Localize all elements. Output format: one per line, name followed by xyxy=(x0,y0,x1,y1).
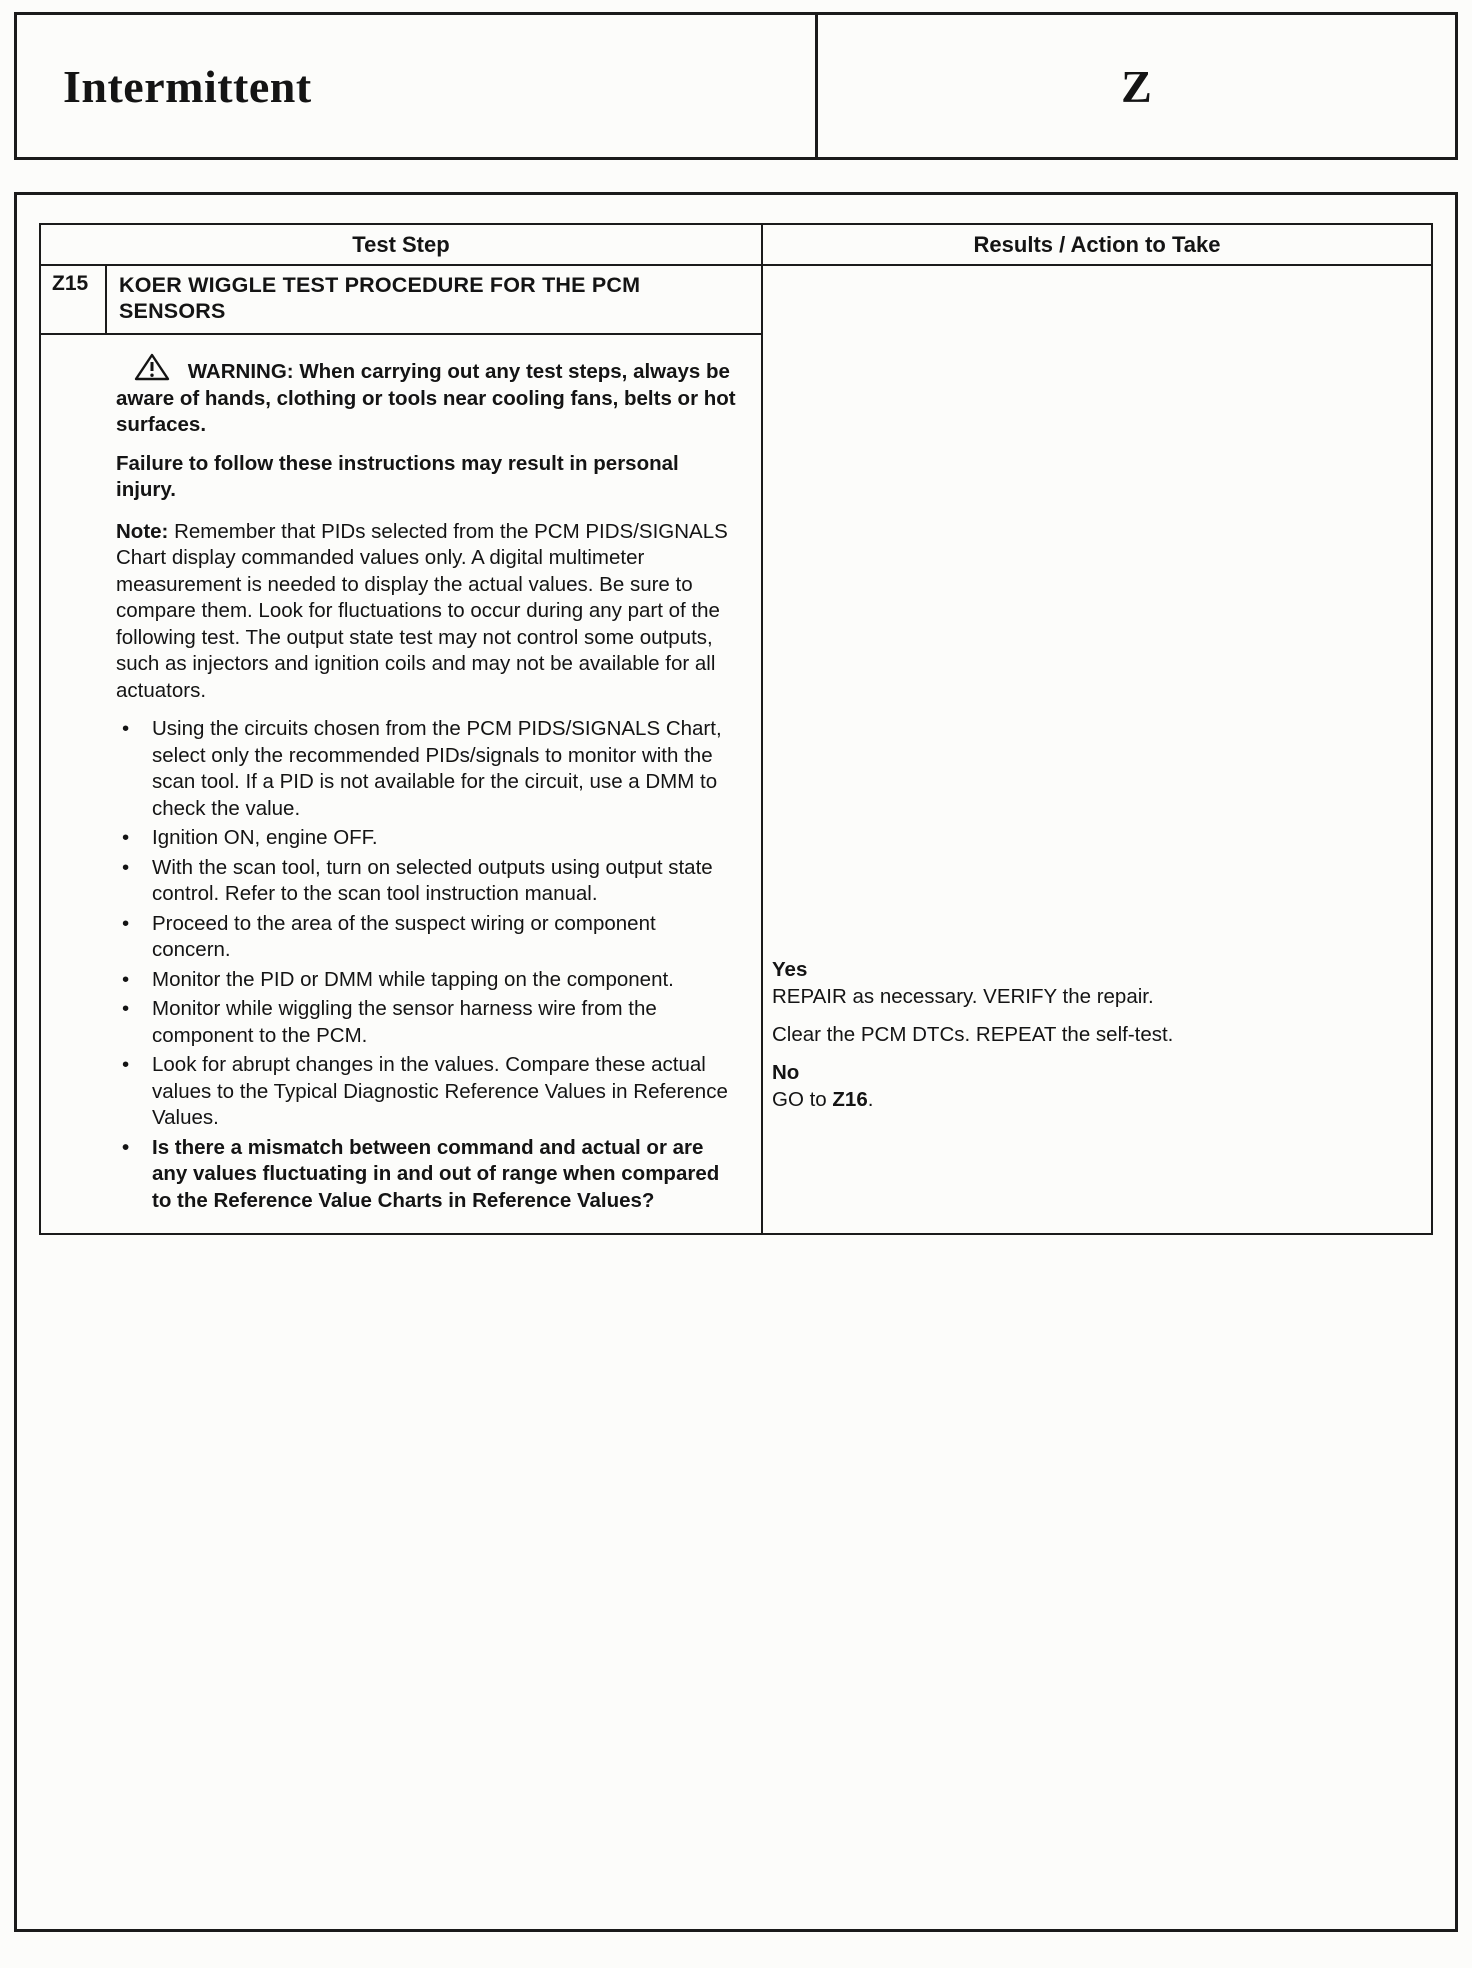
step-bullet-list xyxy=(116,716,737,1214)
content-frame xyxy=(14,192,1458,1932)
result-yes-action-2: Clear the PCM DTCs. REPEAT the self-test. xyxy=(772,1023,1174,1046)
note-text: Remember that PIDs selected from the PCM PIDS/SIGNALS Chart display commanded values only. A digital multimeter measurement is needed to display the actual values. Be sure to compare them. Look for fluctuations to occur during any part of the following test. The output state test may not control some outputs, such as injectors and ignition coils and may not be available for all actuators. xyxy=(116,519,728,702)
bullet-item: • Monitor the PID or DMM while tapping on the component. xyxy=(116,967,737,994)
bullet-item: • Monitor while wiggling the sensor harness wire from the component to the PCM. xyxy=(116,996,737,1049)
result-yes-action-1: REPAIR as necessary. VERIFY the repair. xyxy=(772,985,1154,1008)
warning-paragraph xyxy=(116,352,737,439)
go-to-target: Z16 xyxy=(832,1088,868,1111)
warning-consequence: Failure to follow these instructions may result in personal injury. xyxy=(116,451,679,501)
page-header-letter-cell xyxy=(818,15,1455,157)
warning-text: When carrying out any test steps, always be aware of hands, clothing or tools near cooling fans, belts or hot surfaces. xyxy=(116,360,736,436)
bullet-item: • Ignition ON, engine OFF. xyxy=(116,825,737,852)
step-body xyxy=(41,335,761,1233)
warning-triangle-icon xyxy=(134,352,170,382)
go-to-period: . xyxy=(867,1088,874,1111)
go-to-text: GO to xyxy=(772,1088,833,1111)
results-content xyxy=(763,266,1431,1125)
result-no-action xyxy=(772,1086,1421,1113)
bullet-item: • Proceed to the area of the suspect wiring or component concern. xyxy=(116,911,737,964)
column-header-test-step: Test Step xyxy=(41,225,763,266)
result-yes-label: Yes xyxy=(772,958,808,981)
step-header-row xyxy=(41,266,761,335)
bullet-item: • With the scan tool, turn on selected outputs using output state control. Refer to the scan tool instruction manual. xyxy=(116,855,737,908)
column-header-results: Results / Action to Take xyxy=(763,225,1431,266)
note-label: Note: xyxy=(116,519,169,543)
test-step-column xyxy=(41,266,763,1233)
bullet-item: • Look for abrupt changes in the values. Compare these actual values to the Typical Diagnostic Reference Values in Reference Values. xyxy=(116,1052,737,1132)
warning-label: WARNING: xyxy=(187,360,294,383)
bullet-item-question: • Is there a mismatch between command and actual or are any values fluctuating in and out of range when compared to the Reference Value Charts in Reference Values? xyxy=(116,1135,737,1215)
bullet-item: • Using the circuits chosen from the PCM PIDS/SIGNALS Chart, select only the recommended PIDs/signals to monitor with the scan tool. If a PID is not available for the circuit, use a DMM to check the value. xyxy=(116,716,737,822)
results-column xyxy=(763,266,1431,1233)
step-id: Z15 xyxy=(41,266,107,333)
page-header xyxy=(14,12,1458,160)
result-no-label: No xyxy=(772,1061,800,1084)
step-title: KOER WIGGLE TEST PROCEDURE FOR THE PCM SENSORS xyxy=(119,273,641,323)
pinpoint-test-table xyxy=(39,223,1433,1235)
page-header-title-cell xyxy=(17,15,818,157)
note-paragraph xyxy=(116,519,737,705)
section-letter: Z xyxy=(1121,60,1152,112)
page-title: Intermittent xyxy=(63,60,312,112)
